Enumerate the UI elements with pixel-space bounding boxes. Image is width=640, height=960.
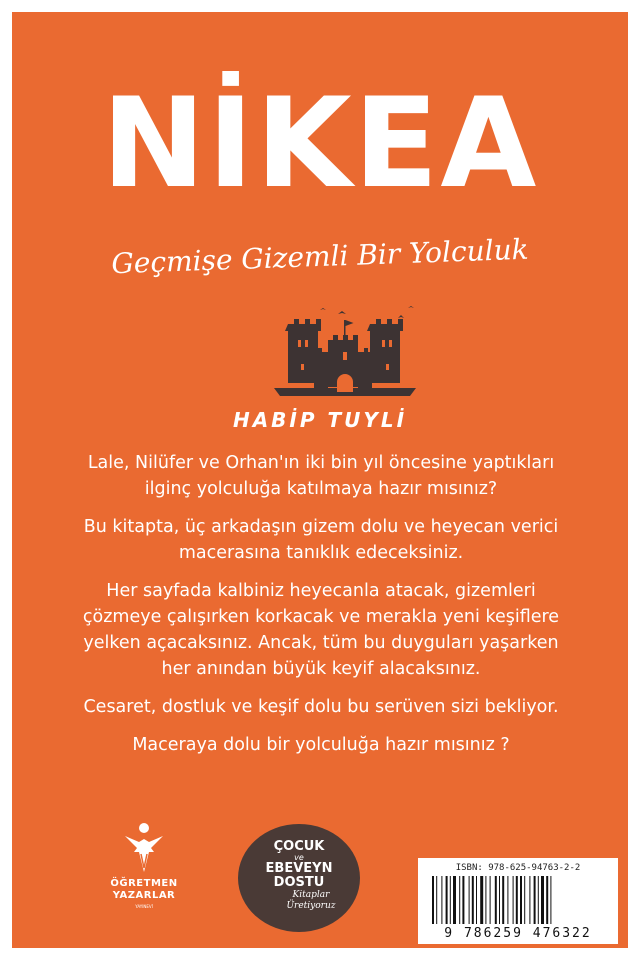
book-title: NİKEA xyxy=(101,72,539,216)
blurb-paragraph: Maceraya dolu bir yolculuğa hazır mısınız ? xyxy=(132,735,510,755)
barcode-stripe xyxy=(499,876,500,924)
barcode-stripe xyxy=(436,876,437,924)
barcode-stripe xyxy=(541,876,544,924)
barcode-stripe xyxy=(538,876,539,924)
barcode-stripe xyxy=(534,876,536,924)
barcode-stripe xyxy=(476,876,477,924)
barcode-stripe xyxy=(446,876,448,924)
barcode-stripe xyxy=(432,876,434,924)
barcode-stripe xyxy=(472,876,474,924)
publisher-tagline: YAYINEVİ xyxy=(135,904,153,909)
badge-line: Kitaplar xyxy=(292,890,330,900)
barcode-stripe xyxy=(524,876,525,924)
blurb-text xyxy=(74,450,568,770)
barcode-stripe xyxy=(502,876,504,924)
barcode-stripe xyxy=(490,876,491,924)
badge-line: ve xyxy=(294,853,304,862)
barcode-stripe xyxy=(507,876,508,924)
barcode-stripe xyxy=(516,876,518,924)
bird-icon xyxy=(408,306,414,308)
blurb-paragraph: Cesaret, dostluk ve keşif dolu bu serüven sizi bekliyor. xyxy=(83,697,559,717)
barcode-stripe xyxy=(513,876,514,924)
blurb-paragraph: Lale, Nilüfer ve Orhan'ın iki bin yıl öncesine yaptıkları ilginç yolculuğa katılmaya hazır mısınız? xyxy=(87,453,555,499)
barcode-stripe xyxy=(529,876,530,924)
family-friendly-badge xyxy=(238,824,360,932)
bird-icon xyxy=(338,311,346,314)
barcode-stripe xyxy=(520,876,522,924)
publisher-name-line2: YAZARLAR xyxy=(112,890,176,901)
bird-icon xyxy=(398,315,404,318)
barcode-stripe xyxy=(485,876,486,924)
barcode-stripe xyxy=(441,876,442,924)
castle-icon xyxy=(270,302,420,398)
bird-icon xyxy=(320,308,326,310)
barcode-stripe xyxy=(459,876,460,924)
badge-line: EBEVEYN xyxy=(265,861,333,876)
publisher-name-line1: ÖĞRETMEN xyxy=(110,878,178,889)
blurb-paragraph: Bu kitapta, üç arkadaşın gizem dolu ve heyecan verici macerasına tanıklık edeceksiniz. xyxy=(83,517,559,563)
badge-line: Üretiyoruz xyxy=(286,901,336,911)
blurb-paragraph: Her sayfada kalbiniz heyecanla atacak, gizemleri çözmeye çalışırken korkacak ve merakla yeni keşiflere yelken açacaksınız. Ancak, tüm bu duyguları yaşarken her anından büyük keyif alacaksınız. xyxy=(82,581,560,679)
barcode-stripe xyxy=(469,876,470,924)
book-subtitle: Geçmişe Gizemli Bir Yolculuk xyxy=(110,232,530,281)
barcode-area xyxy=(418,858,618,944)
barcode-stripe xyxy=(550,876,551,924)
barcode-stripe xyxy=(480,876,483,924)
book-back-cover xyxy=(12,12,628,948)
barcode-stripe xyxy=(462,876,464,924)
barcode-stripe xyxy=(450,876,451,924)
barcode-stripe xyxy=(546,876,548,924)
badge-line: ÇOCUK xyxy=(273,839,325,854)
isbn-label: ISBN: 978-625-94763-2-2 xyxy=(455,863,581,873)
badge-line: DOSTU xyxy=(273,875,325,890)
barcode-stripe xyxy=(453,876,456,924)
publisher-logo-icon xyxy=(119,820,169,874)
barcode-stripe xyxy=(495,876,497,924)
author-name: HABİP TUYLİ xyxy=(232,408,408,432)
publisher-logo xyxy=(104,820,184,909)
barcode-digits: 9 786259 476322 xyxy=(444,926,592,941)
